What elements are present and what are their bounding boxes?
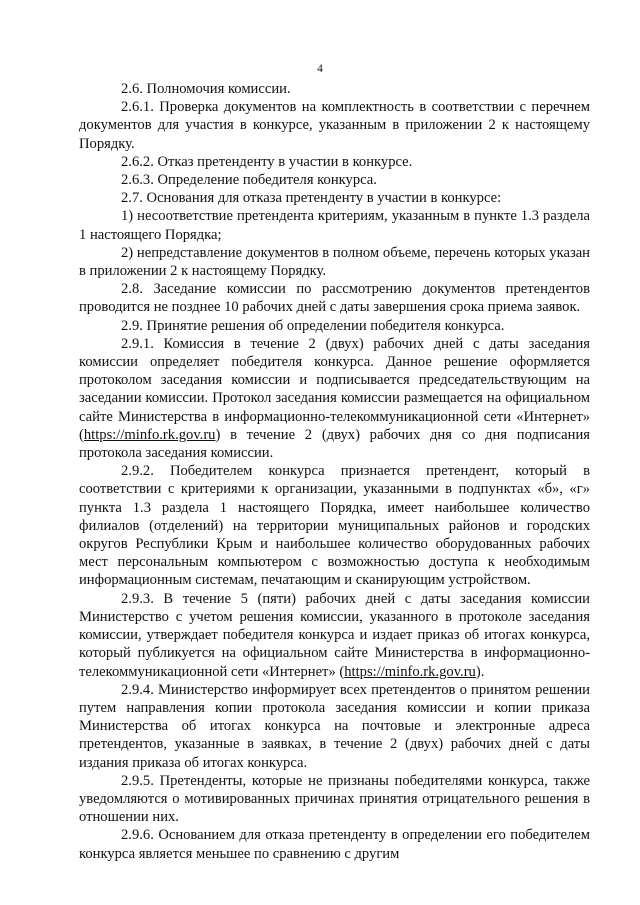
- paragraph-2-9-6: 2.9.6. Основанием для отказа претенденту в определении его победителем конкурса является меньшее по сравнению с другим: [79, 827, 590, 862]
- paragraph-2-9: 2.9. Принятие решения об определении победителя конкурса.: [121, 317, 505, 334]
- paragraph-2-9-5: 2.9.5. Претенденты, которые не признаны победителями конкурса, также уведомляются о мотивированных причинах принятия отрицательного решения в отношении них.: [79, 772, 590, 826]
- paragraph-2-9-4: 2.9.4. Министерство информирует всех претендентов о принятом решении путем направления копии протокола заседания комиссии и копии приказа Министерства об итогах конкурса на почтовые и электронные адреса претендентов, указанные в заявках, в течение 2 (двух) рабочих дней с даты издания приказа об итогах конкурса.: [79, 681, 590, 771]
- paragraph-2-7-item-1: 1) несоответствие претендента критериям, указанным в пункте 1.3 раздела 1 настоящего Порядка;: [79, 208, 590, 243]
- paragraph-text: 2.9.1. Комиссия в течение 2 (двух) рабочих дней с даты заседания комиссии определяет победителя конкурса. Данное решение оформляется протоколом заседания комиссии и подписывается председательствующим на заседании комиссии. Протокол заседания комиссии размещается на официальном сайте Министерства в информационно-телекоммуникационной сети «Интернет» (: [79, 335, 590, 443]
- document-body: [79, 80, 590, 863]
- minfo-link[interactable]: https://minfo.rk.gov.ru: [83, 426, 216, 443]
- paragraph-text: ).: [475, 663, 485, 680]
- minfo-link[interactable]: https://minfo.rk.gov.ru: [344, 663, 476, 680]
- paragraph-2-6-3: 2.6.3. Определение победителя конкурса.: [121, 172, 377, 189]
- paragraph-2-9-2: 2.9.2. Победителем конкурса признается претендент, который в соответствии с критериями к организации, указанными в подпунктах «б», «г» пункта 1.3 раздела 1 настоящего Порядка, имеет наибольшее количество филиалов (отделений) на территории муниципальных районов и городских округов Республики Крым и наибольшее количество оборудованных рабочих мест персональным компьютером с возможностью доступа к необходимым информационным системам, печатающим и сканирующим устройством.: [79, 463, 590, 589]
- paragraph-2-9-1: [79, 335, 590, 462]
- paragraph-2-6-2: 2.6.2. Отказ претенденту в участии в конкурсе.: [121, 153, 413, 170]
- paragraph-text: 2.9.3. В течение 5 (пяти) рабочих дней с даты заседания комиссии Министерство с учетом решения комиссии, указанного в протоколе заседания комиссии, утверждает победителя конкурса и издает приказ об итогах конкурса, который публикуется на официальном сайте Министерства в информационно-телекоммуникационной сети «Интернет» (: [79, 590, 590, 680]
- paragraph-2-6: 2.6. Полномочия комиссии.: [121, 81, 291, 97]
- paragraph-2-8: 2.8. Заседание комиссии по рассмотрению документов претендентов проводится не позднее 10 рабочих дней с даты завершения срока приема заявок.: [79, 281, 590, 316]
- paragraph-2-7: 2.7. Основания для отказа претенденту в участии в конкурсе:: [121, 190, 502, 207]
- paragraph-text: ) в течение 2 (двух) рабочих дня со дня подписания протокола заседания комиссии.: [79, 426, 590, 462]
- paragraph-2-9-3: [79, 590, 590, 681]
- page-number: 4: [317, 63, 323, 75]
- paragraph-2-6-1: 2.6.1. Проверка документов на комплектность в соответствии с перечнем документов для участия в конкурсе, указанным в приложении 2 к настоящему Порядку.: [79, 99, 590, 152]
- paragraph-2-7-item-2: 2) непредставление документов в полном объеме, перечень которых указан в приложении 2 к настоящему Порядку.: [79, 244, 590, 280]
